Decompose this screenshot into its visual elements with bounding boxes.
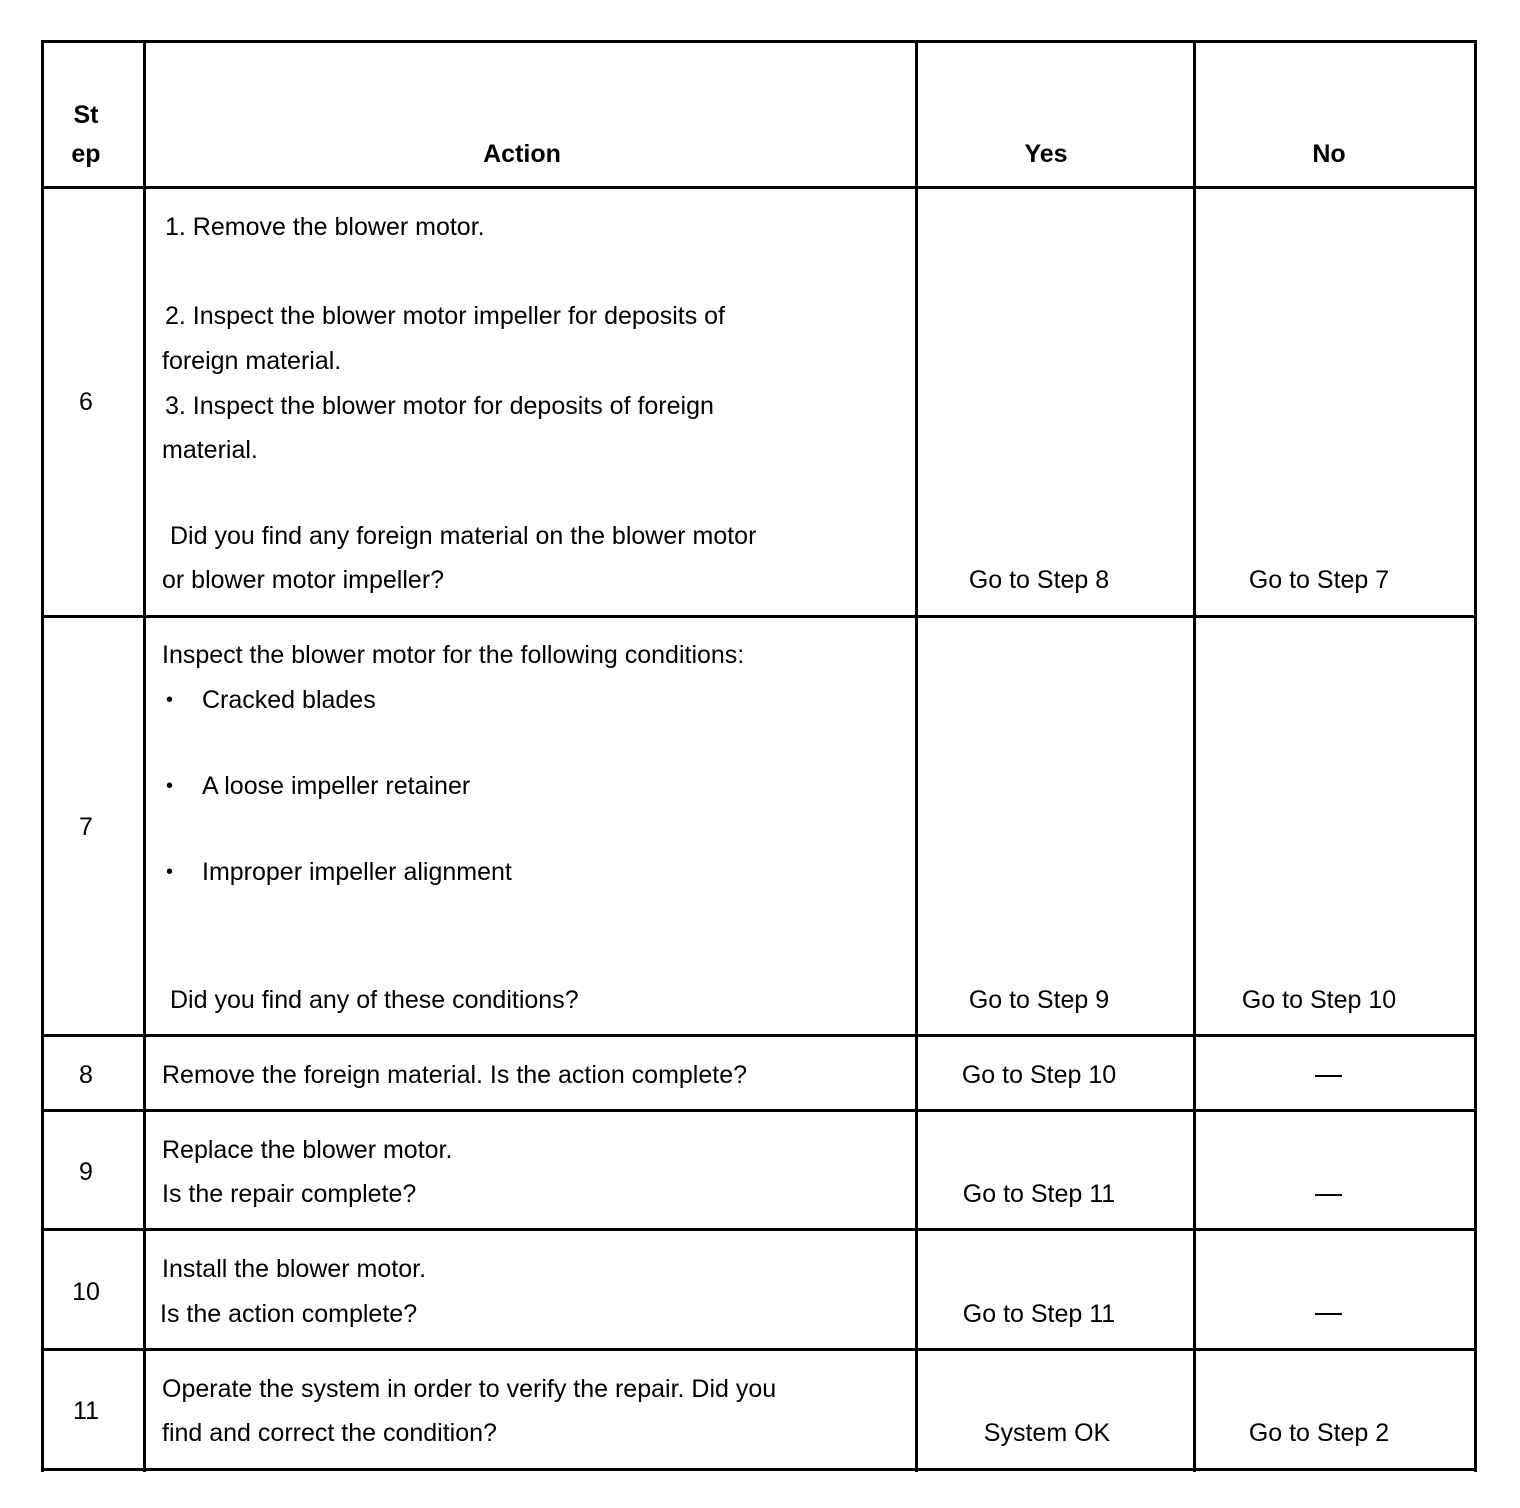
action-question: Did you find any of these conditions? xyxy=(170,986,579,1014)
step-number: 11 xyxy=(73,1397,99,1425)
action-line: Operate the system in order to verify the repair. Did you xyxy=(162,1375,777,1403)
step-number: 8 xyxy=(79,1061,93,1089)
column-divider xyxy=(1193,40,1196,1472)
action-line: material. xyxy=(162,436,258,464)
header-action: Action xyxy=(483,140,561,168)
no-link: Go to Step 10 xyxy=(1241,986,1397,1014)
bullet-icon: • xyxy=(166,861,174,883)
action-question: Is the action complete? xyxy=(160,1300,418,1328)
header-yes: Yes xyxy=(1024,140,1068,168)
action-line: Remove the foreign material. Is the action complete? xyxy=(162,1061,748,1089)
bullet-item: A loose impeller retainer xyxy=(202,772,471,800)
action-line: Install the blower motor. xyxy=(162,1255,427,1283)
header-no: No xyxy=(1312,140,1346,168)
yes-link: Go to Step 10 xyxy=(961,1061,1117,1089)
action-line: Replace the blower motor. xyxy=(162,1136,453,1164)
no-dash xyxy=(1315,1194,1342,1196)
yes-link: Go to Step 9 xyxy=(968,986,1110,1014)
table-border-bottom xyxy=(41,1468,1477,1471)
yes-link: Go to Step 8 xyxy=(968,566,1110,594)
row-divider xyxy=(41,1034,1477,1037)
step-number: 9 xyxy=(79,1158,93,1186)
action-question: or blower motor impeller? xyxy=(162,566,445,594)
header-step-line1: St xyxy=(73,101,99,129)
action-line: 2. Inspect the blower motor impeller for deposits of xyxy=(165,302,725,330)
table-border-right xyxy=(1474,40,1477,1472)
action-question: Did you find any foreign material on the blower motor xyxy=(170,522,757,550)
action-question: Is the repair complete? xyxy=(162,1180,417,1208)
yes-link: Go to Step 11 xyxy=(962,1180,1116,1208)
table-border-top xyxy=(41,40,1477,43)
yes-link: System OK xyxy=(983,1419,1111,1447)
no-link: Go to Step 2 xyxy=(1248,1419,1390,1447)
action-line: foreign material. xyxy=(162,347,342,375)
column-divider xyxy=(143,40,146,1472)
step-number: 10 xyxy=(72,1278,100,1306)
column-divider xyxy=(915,40,918,1472)
table-border-left xyxy=(41,40,44,1472)
action-line: 3. Inspect the blower motor for deposits of foreign xyxy=(165,392,714,420)
row-divider xyxy=(41,615,1477,618)
yes-link: Go to Step 11 xyxy=(962,1300,1116,1328)
row-divider xyxy=(41,1109,1477,1112)
bullet-icon: • xyxy=(166,689,174,711)
action-question: find and correct the condition? xyxy=(162,1419,497,1447)
bullet-item: Improper impeller alignment xyxy=(202,858,512,886)
row-divider xyxy=(41,1228,1477,1231)
no-dash xyxy=(1315,1075,1342,1077)
action-line: Inspect the blower motor for the following conditions: xyxy=(162,641,745,669)
no-dash xyxy=(1315,1313,1342,1315)
header-divider xyxy=(41,186,1477,189)
step-number: 7 xyxy=(79,813,93,841)
bullet-icon: • xyxy=(166,775,174,797)
header-step-line2: ep xyxy=(71,140,101,168)
step-number: 6 xyxy=(79,388,93,416)
row-divider xyxy=(41,1348,1477,1351)
action-line: 1. Remove the blower motor. xyxy=(165,213,485,241)
no-link: Go to Step 7 xyxy=(1248,566,1390,594)
bullet-item: Cracked blades xyxy=(202,686,376,714)
